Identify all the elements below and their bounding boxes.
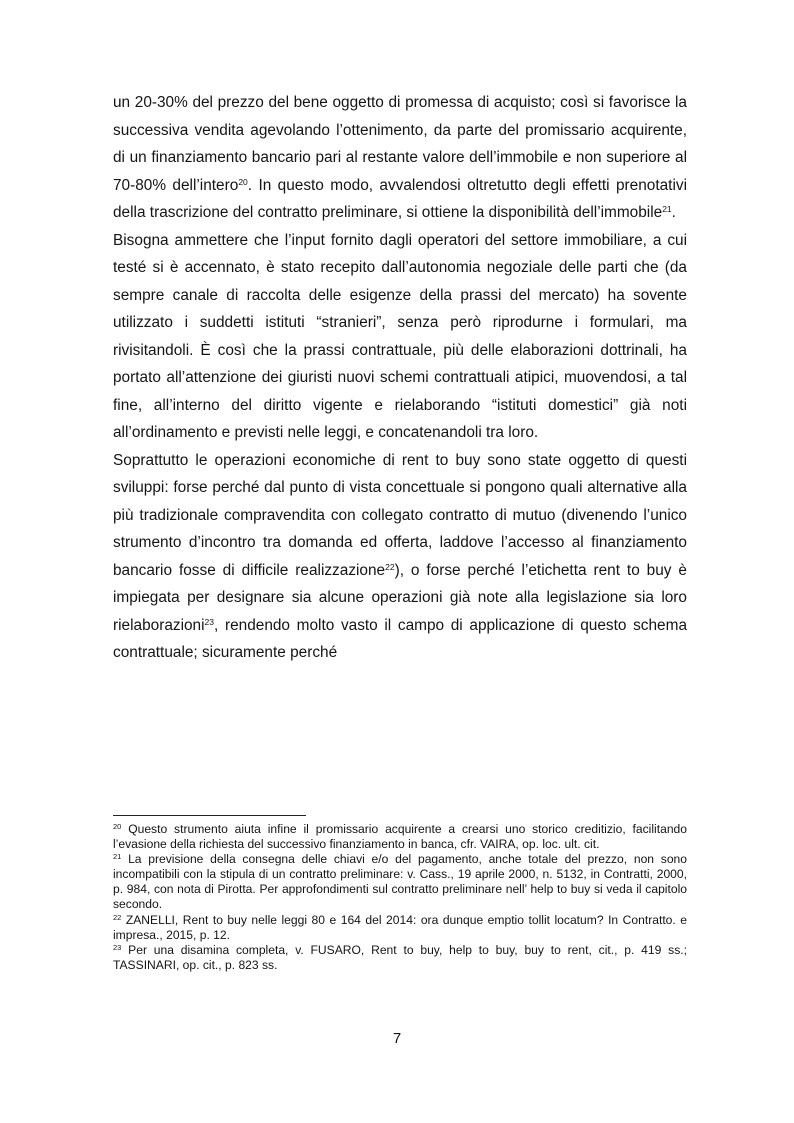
footnote-22 <box>113 913 687 943</box>
page-number: 7 <box>392 1030 402 1047</box>
footnote-ref-23[interactable]: 23 <box>204 616 215 627</box>
footnote-ref-22[interactable]: 22 <box>385 561 395 572</box>
paragraph-text: . <box>671 204 676 221</box>
footnote-text: Questo strumento aiuta infine il promissario acquirente a crearsi uno storico creditizio, facilitando l’evasione della richiesta del successivo finanziamento in banca, cfr. VAIRA, op. loc. ult. cit. <box>113 822 687 852</box>
footnotes <box>113 822 687 973</box>
footnote-separator <box>113 815 306 816</box>
paragraph-text: . In questo modo, avvalendosi oltretutto degli effetti prenotativi della trascrizione del contratto preliminare, si ottiene la disponibilità dell’immobile <box>113 176 687 221</box>
footnote-number: 21 <box>113 852 122 862</box>
paragraph-text: Soprattutto le operazioni economiche di rent to buy sono state oggetto di questi sviluppi: forse perché dal punto di vista concettuale si pongono quali alternative alla più tradizionale compravendita con collegato contratto di mutuo (divenendo l’unico strumento d’incontro tra domanda ed offerta, laddove l’accesso al finanziamento bancario fosse di difficile realizzazione <box>113 451 687 579</box>
paragraph-2: Bisogna ammettere che l’input fornito dagli operatori del settore immobiliare, a cui testé si è accennato, è stato recepito dall’autonomia negoziale delle parti che (da sempre canale di raccolta delle esigenze della prassi del mercato) ha sovente utilizzato i suddetti istituti “stranieri”, senza però riprodurne i formulari, ma rivisitandoli. È così che la prassi contrattuale, più delle elaborazioni dottrinali, ha portato all’attenzione dei giuristi nuovi schemi contrattuali atipici, muovendosi, a tal fine, all’interno del diritto vigente e rielaborando “istituti domestici” già noti all’ordinamento e previsti nelle leggi, e concatenandoli tra loro. <box>113 231 687 441</box>
footnote-20 <box>113 822 687 852</box>
paragraph-1 <box>113 89 687 227</box>
paragraph-3 <box>113 447 687 667</box>
footnote-number: 20 <box>113 822 122 831</box>
footnote-23 <box>113 943 687 973</box>
footnote-ref-20[interactable]: 20 <box>238 176 248 187</box>
body-text <box>113 89 687 667</box>
footnote-text: La previsione della consegna delle chiavi e/o del pagamento, anche totale del prezzo, non sono incompatibili con la stipula di un contratto preliminare: v. Cass., 19 aprile 2000, n. 5132, in Contratti, 2000, p. 984, con nota di Pirotta. Per approfondimenti sul contratto preliminare nell’ help to buy si veda il capitolo secondo. <box>113 852 687 912</box>
paragraph-text: un 20-30% del prezzo del bene oggetto di promessa di acquisto; così si favorisce la successiva vendita agevolando l’ottenimento, da parte del promissario acquirente, di un finanziamento bancario pari al restante valore dell’immobile e non superiore al 70-80% dell’intero <box>113 94 687 194</box>
paragraph-text: ), o forse perché l’etichetta rent to buy è impiegata per designare sia alcune operazioni già note alla legislazione sia loro rielaborazioni <box>113 561 687 634</box>
paragraph-text: , rendendo molto vasto il campo di applicazione di questo schema contrattuale; sicuramente perché <box>113 616 687 661</box>
footnote-text: ZANELLI, Rent to buy nelle leggi 80 e 164 del 2014: ora dunque emptio tollit locatum? In Contratto. e impresa., 2015, p. 12. <box>113 912 687 942</box>
footnote-ref-21[interactable]: 21 <box>662 204 672 214</box>
footnote-21 <box>113 852 687 912</box>
footnote-text: Per una disamina completa, v. FUSARO, Rent to buy, help to buy, buy to rent, cit., p. 419 ss.; TASSINARI, op. cit., p. 823 ss. <box>113 942 687 972</box>
footnote-number: 22 <box>113 912 122 922</box>
footnote-number: 23 <box>113 942 122 952</box>
